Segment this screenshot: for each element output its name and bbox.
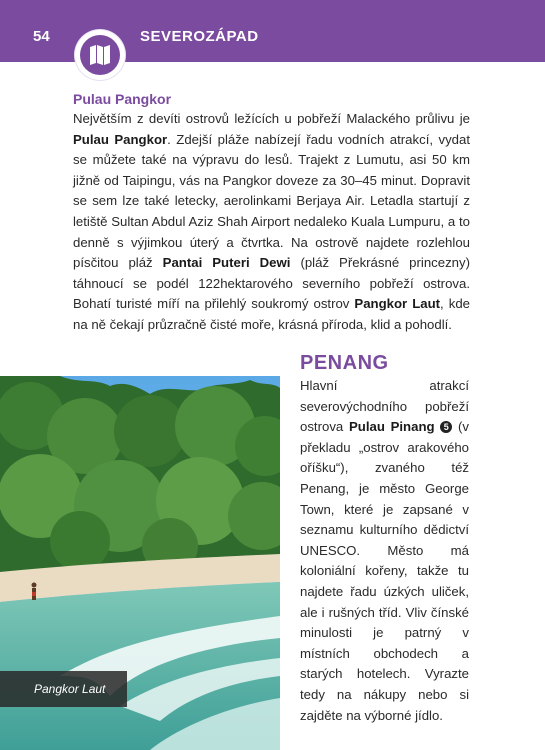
pulau-pinang-bold-name: Pulau Pinang [348,419,435,435]
pangkor-paragraph: Největším z devíti ostrovů ležících u pobřeží Malackého průlivu je Pulau Pangkor. Zdejší pláže nabízejí řadu vodních atrakcí, vydat se můžete také na výpravu do lesů. Trajekt z Lumutu, asi 50 km jižně od Taipingu, vás na Pangkor doveze za 30–45 minut. Dopravit se sem lze také letecky, aerolinkami Berjaya Air. Letadla startují z letiště Sultan Abdul Aziz Shah Airport nedaleko Kuala Lumpuru, a to denně s výjimkou úterý a čtvrtka. Na ostrově najdete rozlehlou písčitou pláž Pantai Puteri Dewi (pláž Překrásné princezny) táhnoucí se podél 122hektarového severního pobřeží ostrova. Bohatí turisté míří na přilehlý soukromý ostrov Pangkor Laut, kde na ně čekají průzračně čisté moře, krásná příroda, klid a pohodlí. [73,111,470,332]
beach-bold-name: Pantai Puteri Dewi [162,255,291,271]
penang-paragraph: Hlavní atrakcí severovýchodního pobřeží ostrova Pulau Pinang 5 (v překladu „ostrov arakového oříšku“), zvaného též Penang, je město George Town, které je zapsané v seznamu kulturního dědictví UNESCO. Město má koloniální kořeny, takže tu najdete řadu úzkých uliček, ale i rušných tříd. Vliv čínské minulosti je patrný v místních obchodech a starých hotelech. Vyrazte tedy na nákupy nebo si zajděte na výborné jídlo. [300,378,469,723]
photo-caption: Pangkor Laut [0,671,127,707]
pangkor-bold-name: Pulau Pangkor [73,131,168,147]
section-badge [75,30,125,80]
pangkor-laut-bold-name: Pangkor Laut [354,296,441,312]
pangkor-heading: Pulau Pangkor [73,91,172,107]
page-number: 54 [33,28,50,45]
map-icon [89,44,111,66]
penang-heading: PENANG [300,352,389,374]
map-marker-number: 5 [440,421,452,433]
section-title: SEVEROZÁPAD [140,28,259,45]
